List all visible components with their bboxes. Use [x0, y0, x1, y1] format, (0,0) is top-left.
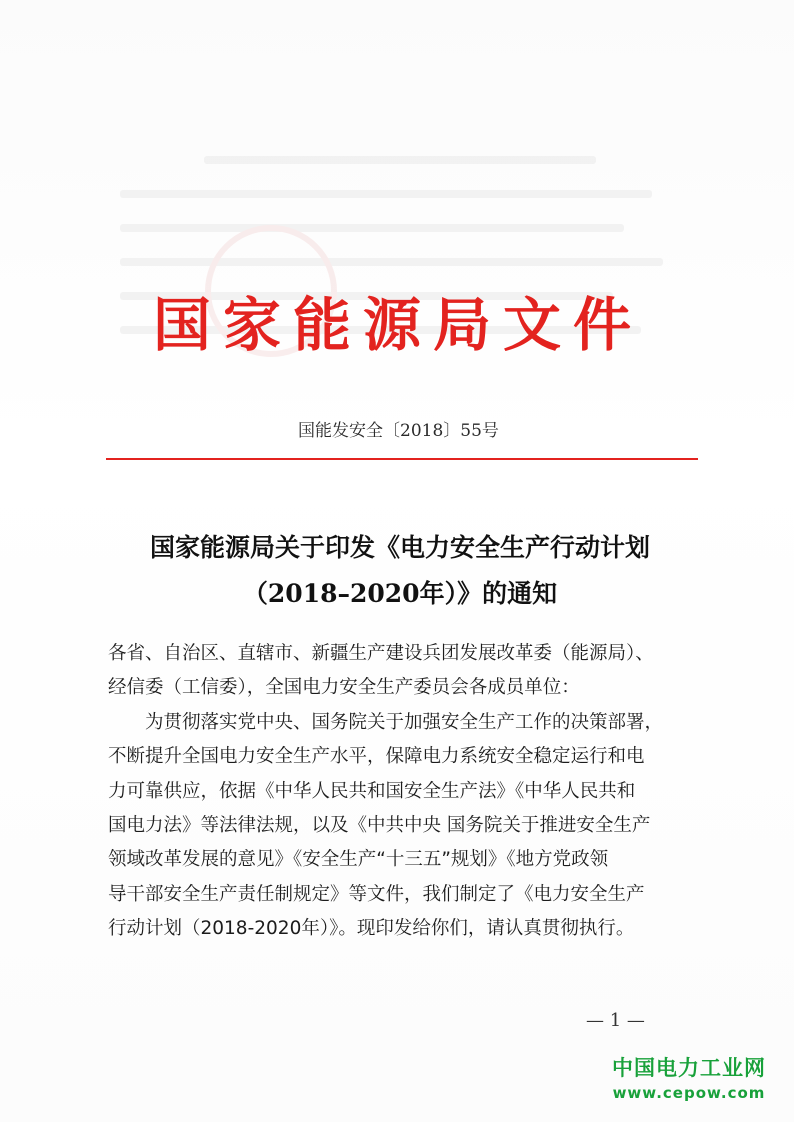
body-line: 领域改革发展的意见》《安全生产“十三五”规划》《地方党政领: [108, 849, 609, 871]
page-number: — 1 —: [586, 1010, 645, 1031]
site-watermark: [600, 1052, 778, 1102]
watermark-site-name: 中国电力工业网: [612, 1056, 766, 1080]
body-line: 行动计划（2018-2020年）》。现印发给你们，请认真贯彻执行。: [108, 918, 635, 940]
body-line: 不断提升全国电力安全生产水平，保障电力系统安全稳定运行和电: [108, 746, 645, 768]
notice-title-line-2: （2018–2020年）》的通知: [242, 579, 558, 608]
issuer-header-title: 国家能源局文件: [152, 291, 643, 359]
body-line: 导干部安全生产责任制规定》等文件，我们制定了《电力安全生产: [108, 883, 645, 905]
notice-title-line-1: 国家能源局关于印发《电力安全生产行动计划: [149, 533, 650, 562]
body-line: 力可靠供应，依据《中华人民共和国安全生产法》《中华人民共和: [108, 780, 636, 802]
watermark-site-url: www.cepow.com: [612, 1084, 766, 1102]
red-divider-line: [106, 458, 698, 460]
body-line: 经信委（工信委），全国电力安全生产委员会各成员单位：: [108, 677, 580, 699]
body-line: 国电力法》等法律法规，以及《中共中央 国务院关于推进安全生产: [108, 815, 651, 837]
body-line: 各省、自治区、直辖市、新疆生产建设兵团发展改革委（能源局）、: [108, 643, 654, 664]
notice-title: [100, 525, 700, 617]
notice-body: [108, 637, 708, 947]
body-line: 为贯彻落实党中央、国务院关于加强安全生产工作的决策部署，: [145, 711, 664, 733]
document-number: 国能发安全〔2018〕55号: [298, 421, 499, 441]
